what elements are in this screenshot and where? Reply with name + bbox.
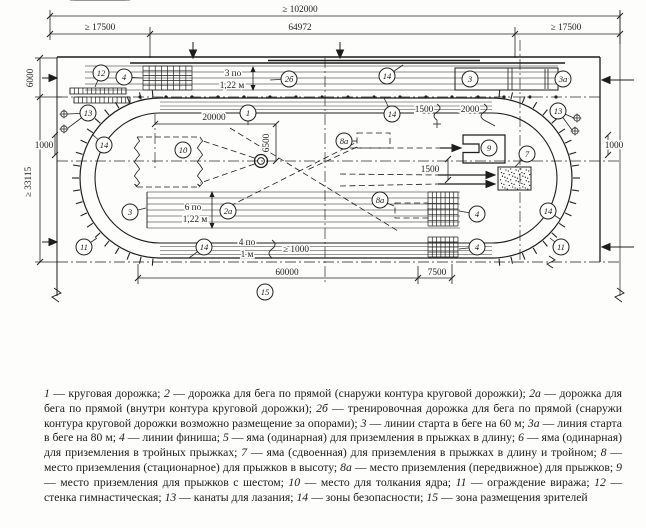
callout-label-15: 15 <box>260 287 270 298</box>
legend-entry-num: 4 <box>118 431 125 445</box>
legend-entry-num: 7 <box>241 446 248 460</box>
legend-entry-text: — круговая дорожка; <box>49 387 164 400</box>
callout-label-8а: 8а <box>375 195 385 206</box>
dim-label: 7500 <box>427 268 447 278</box>
legend-entry-text: — зоны безопасности; <box>308 490 427 504</box>
legend-entry-text: — канаты для лазания; <box>176 490 297 504</box>
legend-entry-text: — яма (сдвоенная) для приземления в прыжках в длину и тройном; <box>247 446 601 460</box>
legend-entry-text: — яма (одинарная) для приземления в тройных прыжках; <box>44 431 622 460</box>
legend-entry-text: — зона размещения зрителей <box>438 490 588 504</box>
dim-label: 60000 <box>275 268 299 278</box>
dim-label: 6500 <box>262 133 272 153</box>
legend-entry-text: — место для толкания ядра; <box>300 475 456 489</box>
dim-label: ≥ 17500 <box>550 23 582 33</box>
dim-label: 1 м <box>240 250 254 260</box>
callout-label-9: 9 <box>486 143 492 154</box>
legend-entry-num: 8 <box>600 446 607 460</box>
callout-label-3: 3 <box>467 74 473 85</box>
dim-label: 3 по <box>224 69 242 79</box>
dim-label: 1,22 м <box>182 215 208 225</box>
legend-entry-text: — яма (одинарная) для приземления в прыжках в длину; <box>228 431 519 445</box>
callout-label-2а: 2а <box>223 206 233 217</box>
callout-label-11: 11 <box>80 242 88 253</box>
legend-entry-text: — дорожка для бега по прямой (внутри контура круговой дорожки); <box>44 387 622 415</box>
callout-label-14: 14 <box>199 242 209 253</box>
legend-entry-num: 10 <box>288 475 301 489</box>
legend-entry-num: 1 <box>44 387 50 400</box>
legend-entry-num: 12 <box>594 475 606 489</box>
callout-label-3: 3 <box>127 207 133 218</box>
legend-entry-text: — место приземления для прыжков с шестом; <box>44 475 289 489</box>
legend-entry-text: — ограждение виража; <box>466 475 595 489</box>
dim-label: 20000 <box>202 113 226 123</box>
callout-label-10: 10 <box>178 145 188 156</box>
legend-text <box>44 387 622 505</box>
legend-entry-text: — тренировочная дорожка для бега по прямой (снаружи контура круговой дорожки возможно размещение за опорами); <box>44 401 622 430</box>
callout-label-4: 4 <box>121 72 127 83</box>
legend-entry-num: 3а <box>527 416 540 430</box>
dim-label: 6000 <box>26 68 36 88</box>
legend-entry-text: — линии старта в беге на 60 м; <box>366 416 528 430</box>
legend-entry-num: 5 <box>222 431 229 445</box>
dim-label: ≥ 17500 <box>84 23 116 33</box>
legend-entry-text: — место приземления (передвижное) для прыжков; <box>351 460 617 474</box>
callout-label-14: 14 <box>382 71 392 82</box>
callout-label-4: 4 <box>474 242 480 253</box>
legend-entry-num: 6 <box>518 431 524 445</box>
dim-label: 4 по <box>238 238 256 248</box>
legend-entry-num: 8а <box>340 460 352 474</box>
dim-label: 64972 <box>288 23 312 33</box>
callout-label-2б: 2б <box>284 74 294 85</box>
dim-label: 1500 <box>414 105 434 115</box>
legend-entry-text: — место приземления (стационарное) для прыжков в высоту; <box>44 446 622 474</box>
dim-label: 1000 <box>604 141 624 151</box>
callout-label-14: 14 <box>387 109 397 120</box>
callout-label-11: 11 <box>557 242 565 253</box>
dim-label: 2000 <box>460 105 480 115</box>
legend-entry-num: 13 <box>164 490 177 504</box>
dim-label: 1500 <box>420 165 440 175</box>
callout-label-3а: 3а <box>558 74 568 85</box>
callout-label-13: 13 <box>553 106 563 117</box>
legend-entry-text: — дорожка для бега по прямой (снаружи контура круговой дорожки); <box>169 387 530 400</box>
callout-label-14: 14 <box>99 140 109 151</box>
legend-entry-num: 9 <box>616 460 622 474</box>
dim-label: ≥ 1000 <box>282 245 310 255</box>
legend-entry-num: 2а <box>529 387 541 400</box>
dim-label: 6 по <box>184 203 202 213</box>
legend-entry-text: — линии финиша; <box>124 431 223 445</box>
legend-entry-text: — линия старта в беге на 80 м; <box>44 416 622 445</box>
callout-label-14: 14 <box>543 206 553 217</box>
callout-label-13: 13 <box>83 108 93 119</box>
legend-entry-num: 15 <box>426 490 439 504</box>
generated-layer <box>24 0 624 300</box>
legend-entry-num: 14 <box>296 490 309 504</box>
callout-label-8а: 8а <box>339 136 349 147</box>
legend-entry-num: 2 <box>163 387 170 400</box>
callout-label-7: 7 <box>524 149 530 160</box>
dim-label: ≥ 33115 <box>24 166 34 198</box>
legend-entry-num: 2б <box>316 401 328 415</box>
legend-entry-num: 3 <box>360 416 367 430</box>
dim-label: 1000 <box>34 141 54 151</box>
callout-label-4: 4 <box>474 209 480 220</box>
callout-label-1: 1 <box>245 108 251 119</box>
legend-entry-text: — стенка гимнастическая; <box>44 475 623 504</box>
callout-label-12: 12 <box>96 68 106 79</box>
dim-label: 1,22 м <box>219 81 245 91</box>
dim-label: ≥ 102000 <box>282 5 318 15</box>
legend-entry-num: 11 <box>455 475 467 489</box>
high-jump-mat-dashed-top <box>357 133 390 148</box>
